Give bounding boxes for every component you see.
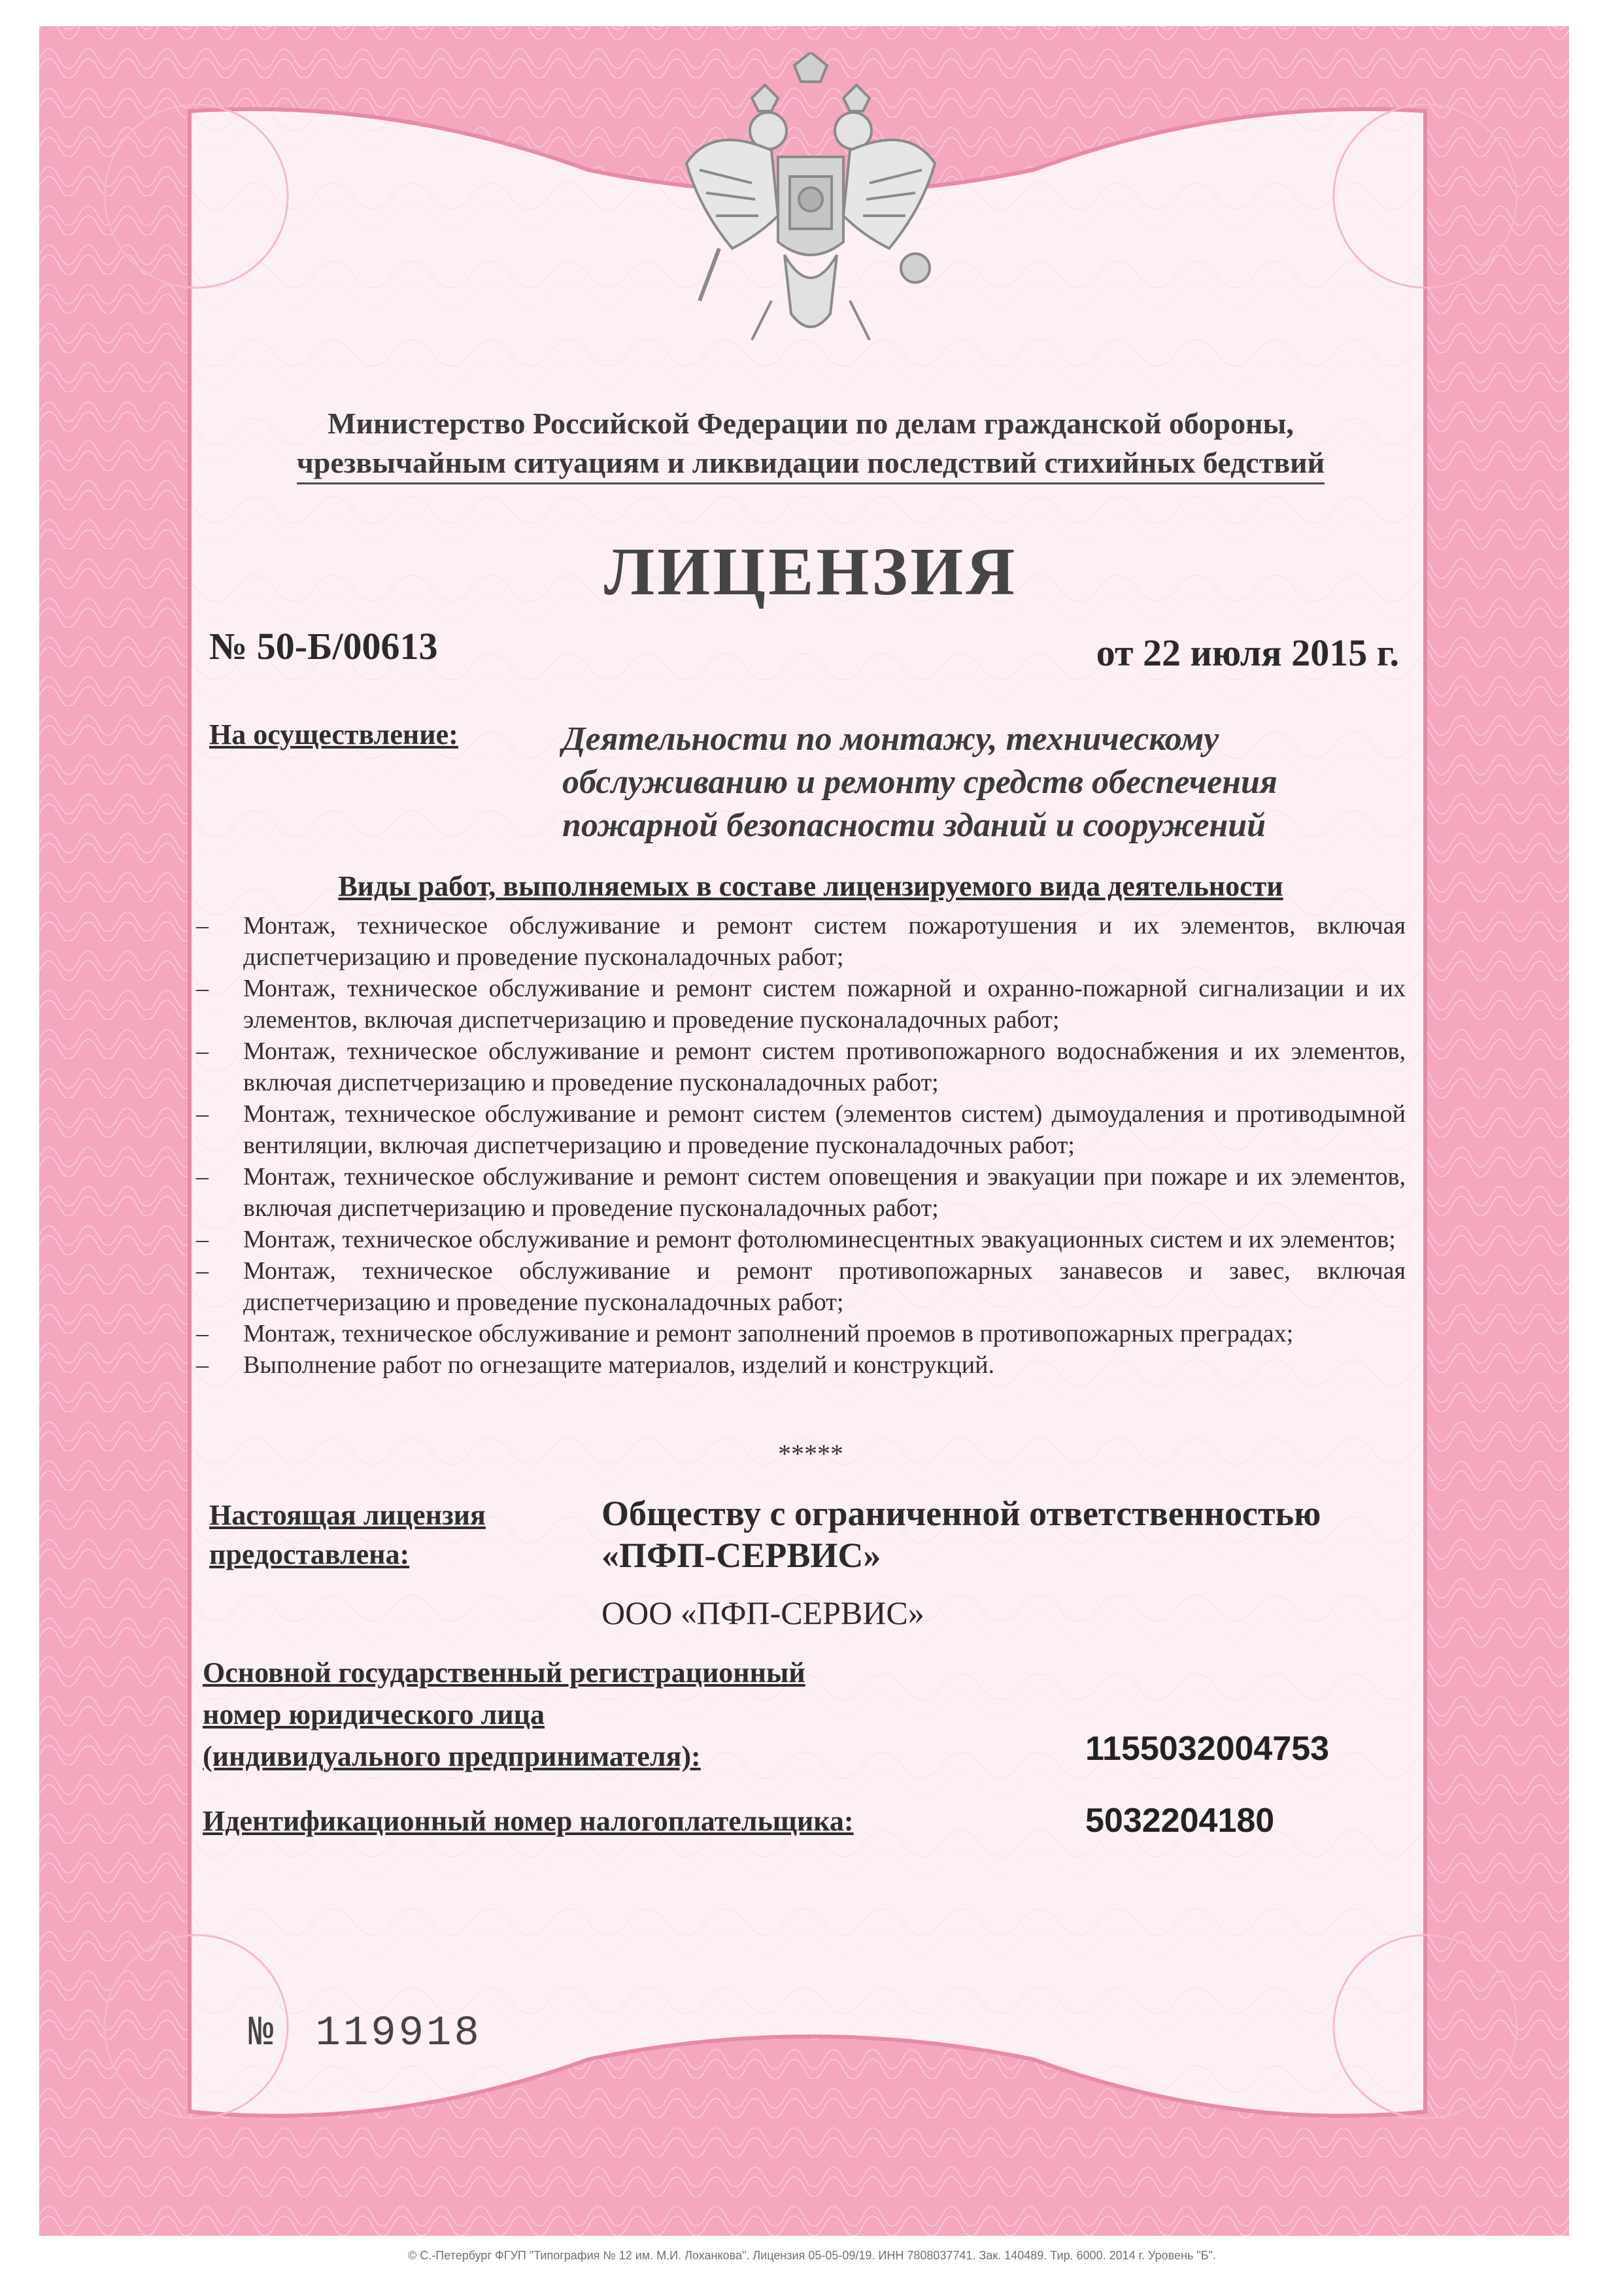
grantee-label-line-1: Настоящая лицензия — [209, 1499, 486, 1531]
organization-full-name — [601, 1493, 1425, 1576]
works-item: – Монтаж, техническое обслуживание и ремонт систем пожаротушения и их элементов, включая диспетчеризацию и проведение пусконаладочных работ; — [196, 910, 1406, 973]
purpose-label: На осуществление: — [209, 718, 458, 751]
works-item: – Монтаж, техническое обслуживание и ремонт заполнений проемов в противопожарных преградах; — [196, 1318, 1406, 1349]
works-item: – Монтаж, техническое обслуживание и ремонт систем пожарной и охранно-пожарной сигнализации и их элементов, включая диспетчеризацию и проведение пусконаладочных работ; — [196, 973, 1406, 1036]
inn-label: Идентификационный номер налогоплательщика: — [203, 1805, 854, 1837]
blank-serial-value: 119918 — [315, 2010, 482, 2057]
ogrn-label-line-1: Основной государственный регистрационный — [203, 1657, 805, 1689]
license-number: № 50-Б/00613 — [209, 625, 438, 667]
works-item: – Монтаж, техническое обслуживание и ремонт фотолюминесцентных эвакуационных систем и их элементов; — [196, 1224, 1406, 1255]
ogrn-label — [203, 1652, 805, 1778]
works-item: – Монтаж, техническое обслуживание и ремонт систем оповещения и эвакуации при пожаре и их элементов, включая диспетчеризацию и проведение пусконаладочных работ; — [196, 1161, 1406, 1224]
works-item: – Монтаж, техническое обслуживание и ремонт систем противопожарного водоснабжения и их элементов, включая диспетчеризацию и проведение пусконаладочных работ; — [196, 1036, 1406, 1098]
organization-full-name-line-2: «ПФП-СЕРВИС» — [601, 1536, 881, 1575]
license-date: от 22 июля 2015 г. — [1096, 632, 1399, 674]
ogrn-value: 1155032004753 — [1085, 1730, 1330, 1768]
ministry-line-1: Министерство Российской Федерации по делам гражданской обороны, — [328, 407, 1294, 440]
double-headed-eagle-emblem-icon — [673, 52, 948, 360]
number-sign: № — [248, 2010, 277, 2057]
printer-imprint: © С.-Петербург ФГУП "Типография № 12 им. М.И. Лоханкова". Лицензия 05-05-09/19. ИНН 7808037741. Зак. 140489. Тир. 6000. 2014 г. Уровень "Б". — [408, 2249, 1216, 2262]
section-separator: ***** — [778, 1439, 843, 1468]
ministry-name — [196, 404, 1425, 484]
works-item: – Монтаж, техническое обслуживание и ремонт противопожарных занавесов и завес, включая диспетчеризацию и проведение пусконаладочных работ; — [196, 1255, 1406, 1318]
ogrn-label-line-2: номер юридического лица — [203, 1698, 545, 1730]
works-list — [196, 910, 1406, 1381]
organization-short-name: ООО «ПФП-СЕРВИС» — [601, 1594, 924, 1631]
works-item: – Монтаж, техническое обслуживание и ремонт систем (элементов систем) дымоудаления и противодымной вентиляции, включая диспетчеризацию и проведение пусконаладочных работ; — [196, 1098, 1406, 1161]
inn-value: 5032204180 — [1085, 1802, 1275, 1840]
document-title: ЛИЦЕНЗИЯ — [603, 534, 1018, 609]
purpose-text: Деятельности по монтажу, техническому обслуживанию и ремонту средств обеспечения пожарной безопасности зданий и сооружений — [562, 720, 1277, 844]
ministry-line-2: чрезвычайным ситуациям и ликвидации последствий стихийных бедствий — [297, 443, 1325, 484]
works-heading: Виды работ, выполняемых в составе лицензируемого вида деятельности — [338, 870, 1283, 902]
ogrn-label-line-3: (индивидуального предпринимателя): — [203, 1740, 701, 1772]
blank-serial-number — [248, 2010, 482, 2057]
grantee-label-line-2: предоставлена: — [209, 1538, 410, 1570]
works-item: – Выполнение работ по огнезащите материалов, изделий и конструкций. — [196, 1349, 1406, 1381]
grantee-label — [209, 1496, 486, 1574]
organization-full-name-line-1: Обществу с ограниченной ответственностью — [601, 1494, 1321, 1533]
